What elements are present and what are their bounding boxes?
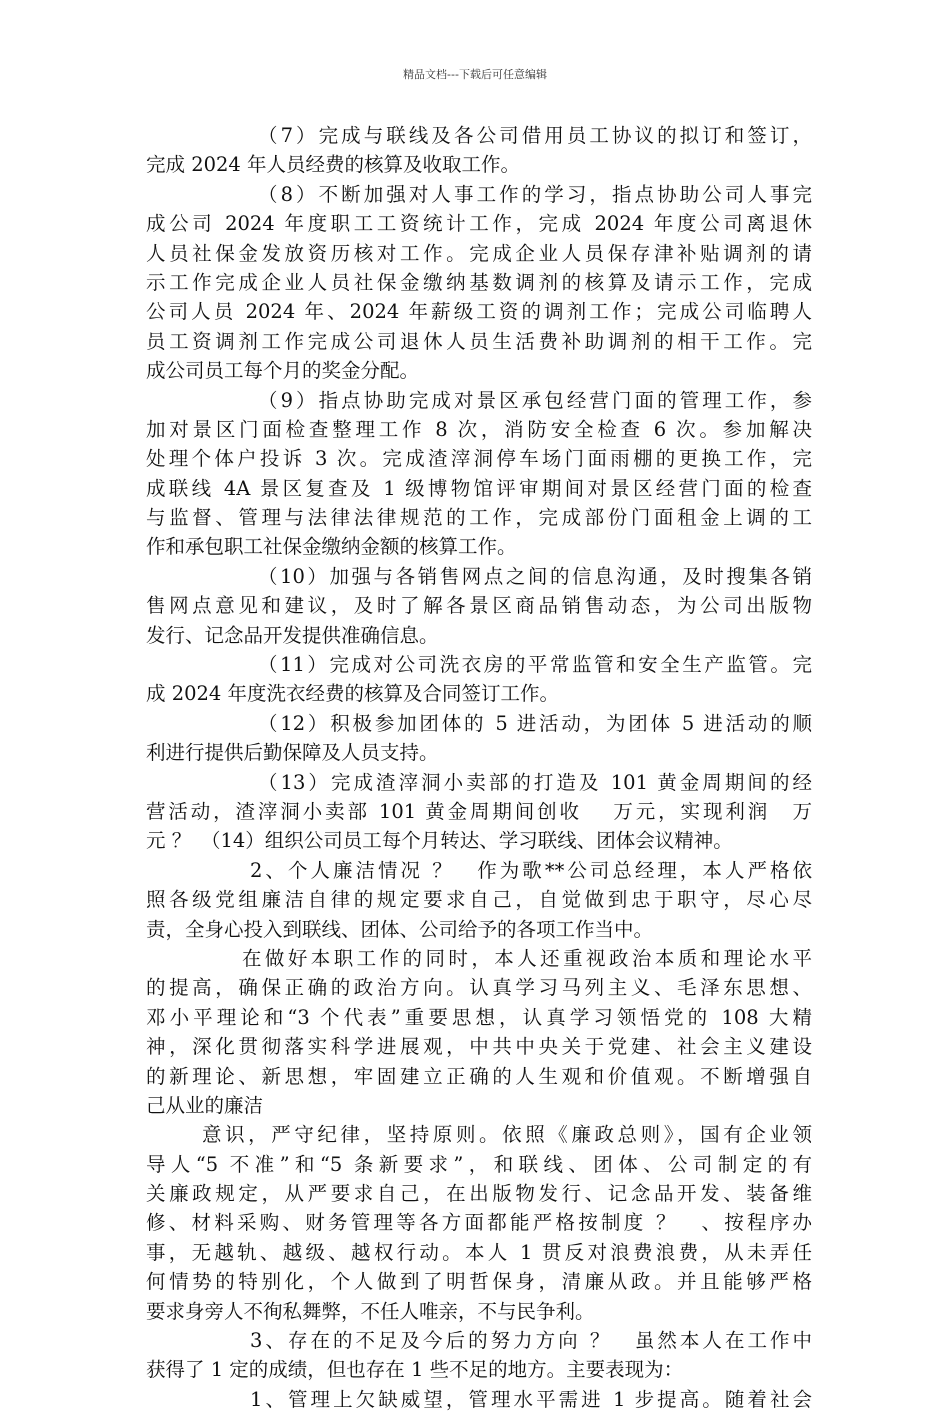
text-line: 照各级党组廉洁自律的规定要求自己，自觉做到忠于职守，尽心尽 bbox=[146, 888, 812, 912]
text-line: 3、存在的不足及今后的努力方向 ？ 虽然本人在工作中 bbox=[250, 1329, 812, 1353]
text-line: 要求身旁人不徇私舞弊，不任人唯亲，不与民争利。 bbox=[146, 1299, 595, 1323]
text-line: 成公司员工每个月的奖金分配。 bbox=[146, 359, 420, 383]
text-line: 责，全身心投入到联线、团体、公司给予的各项工作当中。 bbox=[146, 917, 654, 941]
text-line: 作和承包职工社保金缴纳金额的核算工作。 bbox=[146, 535, 517, 559]
text-line: （11）完成对公司洗衣房的平常监管和安全生产监管。完 bbox=[258, 653, 812, 677]
text-line: 2、个人廉洁情况 ？ 作为歌**公司总经理，本人严格依 bbox=[250, 858, 812, 882]
text-line: 的新理论、新思想，牢固建立正确的人生观和价值观。不断增强自 bbox=[146, 1064, 812, 1088]
text-line: 己从业的廉洁 bbox=[146, 1093, 264, 1117]
text-line: 何情势的特别化，个人做到了明哲保身，清廉从政。并且能够严格 bbox=[146, 1270, 812, 1294]
text-line: 成联线 4A 景区复查及 1 级博物馆评审期间对景区经营门面的检查 bbox=[146, 476, 812, 500]
text-line: 成公司 2024 年度职工工资统计工作，完成 2024 年度公司离退休 bbox=[146, 212, 812, 236]
text-line: （12）积极参加团体的 5 进活动，为团体 5 进活动的顺 bbox=[258, 711, 812, 735]
text-line: 事，无越轨、越级、越权行动。本人 1 贯反对浪费浪费，从未弄任 bbox=[146, 1240, 812, 1264]
text-line: 公司人员 2024 年、2024 年薪级工资的调剂工作；完成公司临聘人 bbox=[146, 300, 812, 324]
text-line: 员工资调剂工作完成公司退休人员生活费补助调剂的相干工作。完 bbox=[146, 329, 812, 353]
text-line: （13）完成渣滓洞小卖部的打造及 101 黄金周期间的经 bbox=[258, 770, 812, 794]
text-line: （9）指点协助完成对景区承包经营门面的管理工作，参 bbox=[258, 388, 812, 412]
text-line: 1、管理上欠缺威望，管理水平需进 1 步提高。随着社会 bbox=[250, 1387, 812, 1411]
text-line: 关廉政规定，从严要求自己，在出版物发行、记念品开发、装备维 bbox=[146, 1182, 812, 1206]
text-line: 营活动，渣滓洞小卖部 101 黄金周期间创收 万元，实现利润 万 bbox=[146, 799, 812, 823]
text-line: 发行、记念品开发提供准确信息。 bbox=[146, 623, 439, 647]
text-line: 意识，严守纪律，坚持原则。依照《廉政总则》，国有企业领 bbox=[202, 1123, 812, 1147]
text-line: 元 ？ （14）组织公司员工每个月转达、学习联线、团体会议精神。 bbox=[146, 829, 733, 853]
text-line: （10）加强与各销售网点之间的信息沟通，及时搜集各销 bbox=[258, 564, 812, 588]
text-line: 利进行提供后勤保障及人员支持。 bbox=[146, 741, 439, 765]
text-line: 邓小平理论和“3 个代表”重要思想，认真学习领悟党的 108 大精 bbox=[146, 1005, 812, 1029]
text-line: （7）完成与联线及各公司借用员工协议的拟订和签订， bbox=[258, 124, 812, 147]
text-line: （8）不断加强对人事工作的学习，指点协助公司人事完 bbox=[258, 182, 812, 206]
text-line: 修、材料采购、财务管理等各方面都能严格按制度 ？ 、按程序办 bbox=[146, 1211, 812, 1235]
page-header: 精品文档---下载后可任意编辑 bbox=[403, 68, 547, 81]
text-line: 人员社保金发放资历核对工作。完成企业人员保存津补贴调剂的请 bbox=[146, 241, 812, 265]
text-line: 完成 2024 年人员经费的核算及收取工作。 bbox=[146, 153, 521, 177]
text-line: 神，深化贯彻落实科学进展观，中共中央关于党建、社会主义建设 bbox=[146, 1035, 812, 1059]
text-line: 导人“5 不准”和“5 条新要求”，和联线、团体、公司制定的有 bbox=[146, 1152, 812, 1176]
text-line: 加对景区门面检查整理工作 8 次，消防安全检查 6 次。参加解决 bbox=[146, 417, 812, 441]
text-line: 在做好本职工作的同时，本人还重视政治本质和理论水平 bbox=[242, 946, 812, 970]
text-line: 获得了 1 定的成绩，但也存在 1 些不足的地方。主要表现为： bbox=[146, 1358, 684, 1382]
text-line: 处理个体户投诉 3 次。完成渣滓洞停车场门面雨棚的更换工作，完 bbox=[146, 447, 812, 471]
text-line: 成 2024 年度洗衣经费的核算及合同签订工作。 bbox=[146, 682, 560, 706]
text-line: 示工作完成企业人员社保金缴纳基数调剂的核算及请示工作，完成 bbox=[146, 270, 812, 294]
text-line: 的提高，确保正确的政治方向。认真学习马列主义、毛泽东思想、 bbox=[146, 976, 812, 1000]
text-line: 售网点意见和建议，及时了解各景区商品销售动态，为公司出版物 bbox=[146, 594, 812, 618]
text-line: 与监督、管理与法律法律规范的工作，完成部份门面租金上调的工 bbox=[146, 506, 812, 530]
document-body bbox=[146, 121, 812, 1414]
